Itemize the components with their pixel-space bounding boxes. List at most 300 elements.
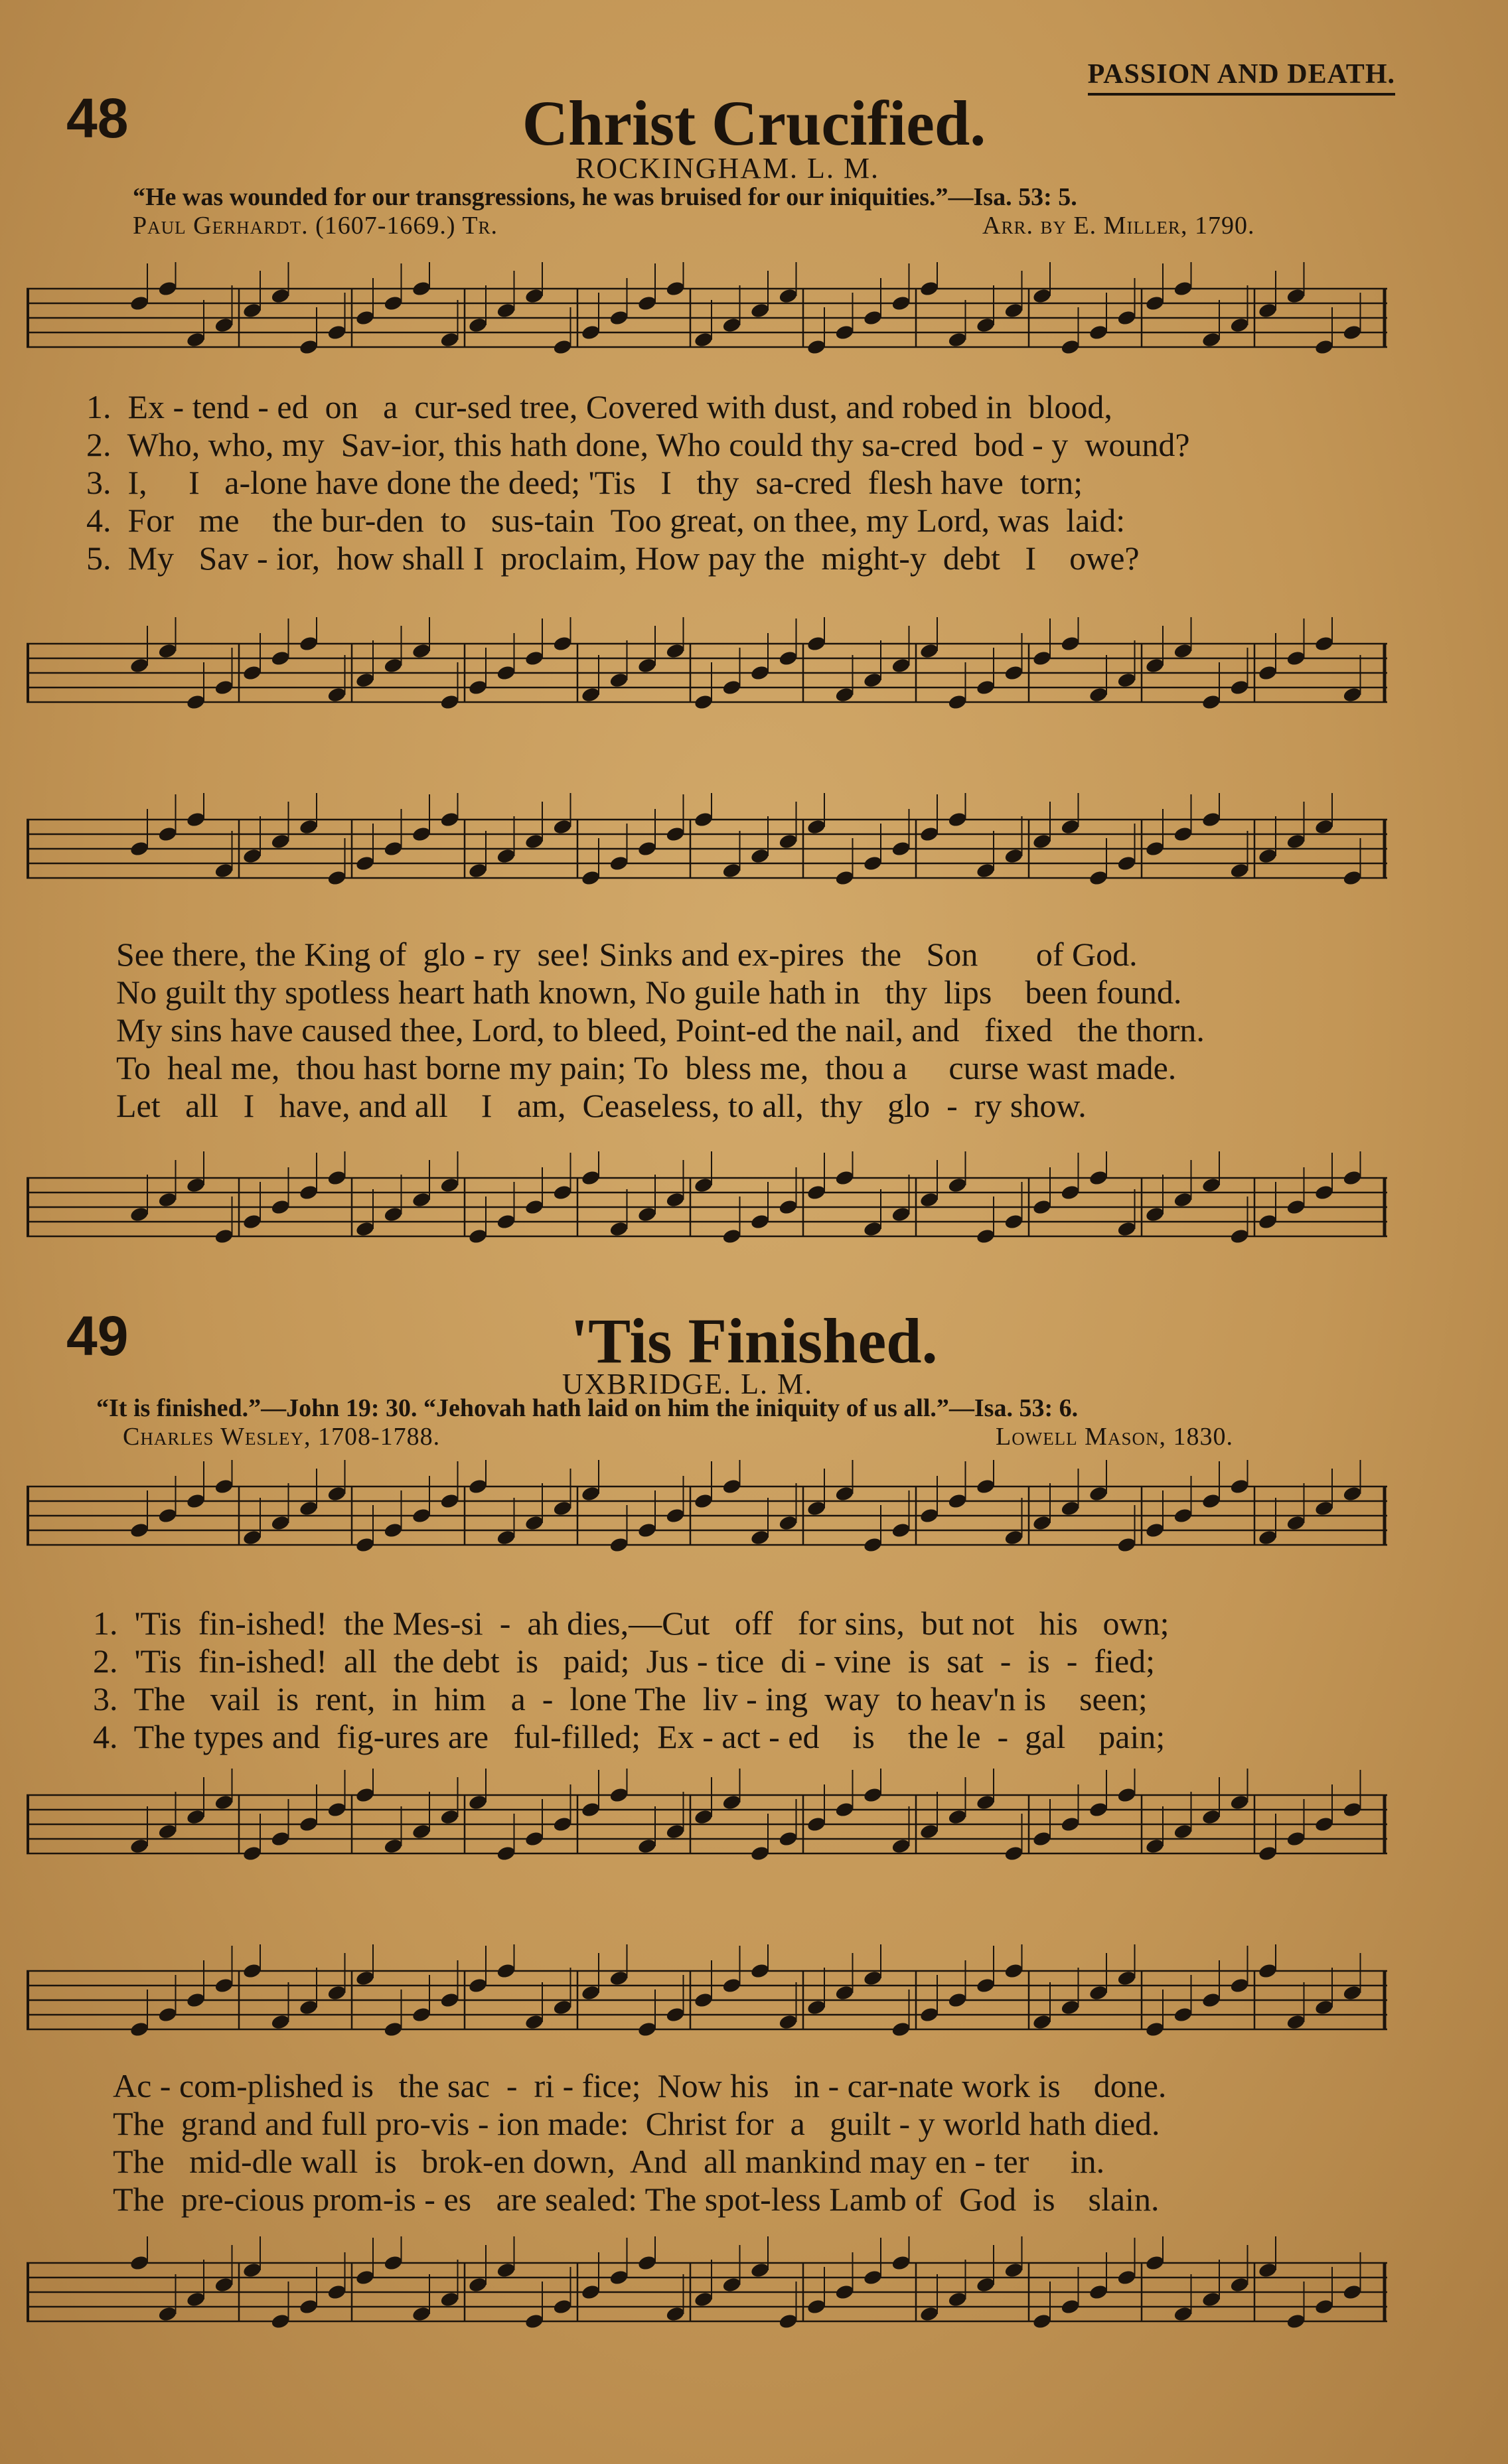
note-head	[327, 1801, 347, 1818]
note-head	[1032, 2313, 1053, 2330]
note-head	[778, 1198, 798, 1216]
note-head	[976, 1977, 996, 1994]
note-head	[327, 324, 347, 341]
note-head	[1342, 324, 1363, 341]
note-head	[439, 693, 460, 711]
note-head	[581, 1984, 601, 2001]
note-head	[129, 295, 150, 312]
note-head	[947, 2291, 968, 2308]
note-head	[1286, 650, 1306, 667]
note-head	[863, 1786, 883, 1804]
note-head	[327, 869, 347, 887]
note-head	[665, 826, 686, 843]
lyrics-verses-part1	[93, 1605, 1394, 1756]
note-head	[694, 693, 714, 711]
note-head	[891, 2254, 911, 2272]
note-head	[834, 1485, 855, 1502]
note-head	[468, 1478, 489, 1495]
note-head	[1342, 1984, 1363, 2001]
verse-line: 3. I, I a-lone have done the deed; 'Tis I thy sa-cred flesh have torn;	[86, 464, 1083, 501]
note-head	[721, 679, 742, 696]
note-head	[919, 642, 940, 660]
note-head	[412, 280, 432, 297]
note-head	[806, 2298, 827, 2315]
composer-credit: Arr. by E. Miller, 1790.	[982, 212, 1255, 240]
note-head	[609, 855, 629, 872]
note-head	[439, 1808, 460, 1826]
note-head	[834, 2283, 855, 2301]
note-head	[552, 818, 573, 835]
note-head	[1145, 2254, 1166, 2272]
note-head	[524, 833, 545, 850]
note-head	[157, 1823, 178, 1840]
note-head	[1089, 1801, 1109, 1818]
note-head	[976, 1794, 996, 1811]
note-head	[863, 1536, 883, 1554]
note-head	[242, 1529, 263, 1546]
note-head	[383, 1522, 404, 1539]
note-head	[412, 826, 432, 843]
note-head	[1229, 1977, 1250, 1994]
note-head	[1032, 833, 1053, 850]
tune-name: UXBRIDGE. L. M.	[562, 1368, 814, 1400]
verse-line: The pre-cious prom-is - es are sealed: The spot-less Lamb of God is slain.	[113, 2181, 1160, 2218]
note-head	[355, 1220, 376, 1238]
note-head	[665, 642, 686, 660]
note-head	[186, 1808, 206, 1826]
note-head	[1258, 302, 1278, 319]
note-head	[694, 1492, 714, 1510]
note-head	[1201, 811, 1222, 828]
note-head	[1060, 818, 1081, 835]
note-head	[439, 1177, 460, 1194]
note-head	[947, 331, 968, 348]
note-head	[609, 1786, 629, 1804]
note-head	[186, 1992, 206, 2009]
note-head	[129, 2254, 150, 2272]
note-head	[1089, 2283, 1109, 2301]
note-head	[1173, 280, 1193, 297]
note-head	[383, 295, 404, 312]
note-head	[1229, 1794, 1250, 1811]
tune-name: ROCKINGHAM. L. M.	[575, 152, 880, 184]
note-head	[976, 679, 996, 696]
note-head	[468, 1977, 489, 1994]
note-head	[1116, 672, 1137, 689]
verse-line: 2. Who, who, my Sav-ior, this hath done, Who could thy sa-cred bod - y wound?	[86, 426, 1190, 463]
note-head	[129, 1522, 150, 1539]
note-head	[1116, 855, 1137, 872]
note-head	[1173, 1823, 1193, 1840]
music-system-bass	[27, 1769, 1387, 1888]
note-head	[157, 642, 178, 660]
note-head	[778, 1830, 798, 1848]
note-head	[186, 811, 206, 828]
note-head	[1286, 1514, 1306, 1532]
note-head	[863, 2269, 883, 2286]
note-head	[721, 2276, 742, 2293]
note-head	[834, 324, 855, 341]
note-head	[609, 2269, 629, 2286]
note-head	[1060, 338, 1081, 356]
note-head	[524, 2013, 545, 2031]
note-head	[496, 1845, 516, 1862]
note-head	[355, 855, 376, 872]
note-head	[1201, 1492, 1222, 1510]
note-head	[1145, 1838, 1166, 1855]
note-head	[552, 1184, 573, 1201]
note-head	[806, 818, 827, 835]
note-head	[412, 1191, 432, 1208]
note-head	[186, 2291, 206, 2308]
note-head	[552, 1999, 573, 2016]
lyrics-verses-part2	[116, 936, 1417, 1125]
note-head	[468, 679, 489, 696]
note-head	[383, 2254, 404, 2272]
note-head	[581, 2283, 601, 2301]
note-head	[834, 1801, 855, 1818]
note-head	[1173, 2006, 1193, 2023]
note-head	[299, 1184, 319, 1201]
note-head	[637, 2021, 658, 2038]
note-head	[214, 317, 234, 334]
note-head	[468, 862, 489, 879]
note-head	[1089, 869, 1109, 887]
note-head	[778, 2013, 798, 2031]
note-head	[412, 642, 432, 660]
note-head	[637, 1838, 658, 1855]
note-head	[1032, 1830, 1053, 1848]
note-head	[1060, 1816, 1081, 1833]
note-head	[299, 2298, 319, 2315]
note-head	[1286, 2313, 1306, 2330]
note-head	[863, 672, 883, 689]
note-head	[1258, 1845, 1278, 1862]
hymn-number: 49	[66, 1305, 129, 1367]
note-head	[947, 1492, 968, 1510]
note-head	[891, 840, 911, 857]
note-head	[891, 1206, 911, 1223]
note-head	[778, 287, 798, 305]
note-head	[891, 657, 911, 674]
music-system-treble	[27, 1944, 1387, 2064]
note-head	[863, 309, 883, 326]
note-head	[1032, 1198, 1053, 1216]
note-head	[1032, 650, 1053, 667]
music-system-bass	[27, 1151, 1387, 1271]
note-head	[694, 1177, 714, 1194]
verse-line: No guilt thy spotless heart hath known, No guile hath in thy lips been found.	[116, 974, 1182, 1011]
note-head	[750, 847, 771, 865]
note-head	[468, 1794, 489, 1811]
note-head	[1286, 2013, 1306, 2031]
note-head	[1342, 1169, 1363, 1187]
music-system-treble	[27, 262, 1387, 382]
note-head	[1314, 1999, 1335, 2016]
note-head	[270, 833, 291, 850]
note-head	[270, 2013, 291, 2031]
note-head	[1173, 2305, 1193, 2323]
note-head	[412, 2006, 432, 2023]
note-head	[214, 1794, 234, 1811]
verse-line: 1. Ex - tend - ed on a cur-sed tree, Covered with dust, and robed in blood,	[86, 388, 1112, 425]
verse-line: Let all I have, and all I am, Ceaseless, to all, thy glo - ry show.	[116, 1087, 1087, 1124]
note-head	[806, 1999, 827, 2016]
note-head	[806, 1816, 827, 1833]
note-head	[834, 686, 855, 703]
note-head	[552, 1816, 573, 1833]
note-head	[1342, 1485, 1363, 1502]
note-head	[157, 2305, 178, 2323]
scripture-reference: “He was wounded for our transgressions, he was bruised for our iniquities.”—Isa. 53: 5.	[133, 183, 1077, 211]
hymn-number: 48	[66, 87, 129, 149]
note-head	[1258, 2262, 1278, 2279]
note-head	[1342, 686, 1363, 703]
note-head	[806, 1500, 827, 1517]
note-head	[637, 1206, 658, 1223]
music-system-treble	[27, 1460, 1387, 1579]
scripture-reference: “It is finished.”—John 19: 30. “Jehovah hath laid on him the iniquity of us all.”—Isa. 53: 6.	[96, 1394, 1079, 1422]
note-head	[524, 1830, 545, 1848]
note-head	[524, 1514, 545, 1532]
note-head	[355, 672, 376, 689]
note-head	[299, 1500, 319, 1517]
section-header: PASSION AND DEATH.	[1088, 58, 1395, 96]
music-system-bass	[27, 2236, 1387, 2356]
note-head	[1060, 1184, 1081, 1201]
note-head	[270, 650, 291, 667]
note-head	[242, 847, 263, 865]
note-head	[439, 811, 460, 828]
note-head	[637, 1522, 658, 1539]
note-head	[750, 302, 771, 319]
note-head	[552, 338, 573, 356]
note-head	[609, 1220, 629, 1238]
note-head	[750, 2262, 771, 2279]
note-head	[186, 1177, 206, 1194]
note-head	[496, 302, 516, 319]
note-head	[552, 635, 573, 652]
note-head	[1229, 2276, 1250, 2293]
note-head	[947, 1992, 968, 2009]
note-head	[1286, 287, 1306, 305]
note-head	[214, 679, 234, 696]
note-head	[242, 1213, 263, 1230]
note-head	[439, 1492, 460, 1510]
verse-line: Ac - com-plished is the sac - ri - fice; Now his in - car-nate work is done.	[113, 2067, 1167, 2104]
note-head	[1032, 287, 1053, 305]
note-head	[834, 1984, 855, 2001]
note-head	[327, 1169, 347, 1187]
note-head	[355, 1970, 376, 1987]
note-head	[327, 686, 347, 703]
note-head	[327, 1485, 347, 1502]
note-head	[1314, 2298, 1335, 2315]
lyrics-verses-part1	[86, 388, 1387, 577]
note-head	[129, 1206, 150, 1223]
verse-line: See there, the King of glo - ry see! Sinks and ex-pires the Son of God.	[116, 936, 1138, 973]
note-head	[806, 338, 827, 356]
note-head	[1286, 1830, 1306, 1848]
note-head	[665, 2305, 686, 2323]
note-head	[383, 1206, 404, 1223]
note-head	[1116, 1970, 1137, 1987]
note-head	[383, 840, 404, 857]
note-head	[129, 840, 150, 857]
note-head	[750, 1213, 771, 1230]
note-head	[157, 1507, 178, 1524]
note-head	[1258, 1213, 1278, 1230]
note-head	[468, 1228, 489, 1245]
note-head	[383, 1838, 404, 1855]
note-head	[1342, 2283, 1363, 2301]
note-head	[1060, 1500, 1081, 1517]
note-head	[581, 869, 601, 887]
note-head	[299, 1816, 319, 1833]
note-head	[806, 635, 827, 652]
note-head	[863, 1220, 883, 1238]
note-head	[609, 309, 629, 326]
note-head	[750, 1962, 771, 1980]
note-head	[976, 2276, 996, 2293]
note-head	[694, 331, 714, 348]
note-head	[355, 1786, 376, 1804]
note-head	[778, 833, 798, 850]
note-head	[129, 657, 150, 674]
note-head	[524, 2313, 545, 2330]
music-system-bass	[27, 617, 1387, 737]
note-head	[1116, 309, 1137, 326]
note-head	[609, 1970, 629, 1987]
note-head	[1201, 693, 1222, 711]
note-head	[383, 2021, 404, 2038]
note-head	[1032, 1514, 1053, 1532]
note-head	[1004, 1962, 1024, 1980]
note-head	[1173, 1507, 1193, 1524]
note-head	[1089, 1485, 1109, 1502]
note-head	[1089, 1169, 1109, 1187]
note-head	[186, 693, 206, 711]
note-head	[1116, 1220, 1137, 1238]
note-head	[496, 1213, 516, 1230]
note-head	[947, 811, 968, 828]
note-head	[242, 1845, 263, 1862]
note-head	[1004, 2262, 1024, 2279]
note-head	[524, 650, 545, 667]
verse-line: The mid-dle wall is brok-en down, And all mankind may en - ter in.	[113, 2143, 1105, 2180]
verse-line: 1. 'Tis fin-ished! the Mes-si - ah dies,—Cut off for sins, but not his own;	[93, 1605, 1169, 1642]
note-head	[834, 1169, 855, 1187]
verse-line: 4. The types and fig-ures are ful-filled; Ex - act - ed is the le - gal pain;	[93, 1718, 1166, 1755]
note-head	[129, 1838, 150, 1855]
note-head	[1229, 317, 1250, 334]
note-head	[665, 1507, 686, 1524]
note-head	[496, 664, 516, 682]
note-head	[891, 1522, 911, 1539]
note-head	[1032, 2013, 1053, 2031]
note-head	[1314, 338, 1335, 356]
note-head	[750, 1845, 771, 1862]
note-head	[1258, 1962, 1278, 1980]
note-head	[694, 811, 714, 828]
note-head	[750, 1529, 771, 1546]
note-head	[891, 1838, 911, 1855]
note-head	[694, 1808, 714, 1826]
note-head	[1060, 2298, 1081, 2315]
note-head	[270, 287, 291, 305]
note-head	[637, 657, 658, 674]
note-head	[1229, 862, 1250, 879]
note-head	[1314, 1500, 1335, 1517]
note-head	[1201, 1177, 1222, 1194]
note-head	[157, 280, 178, 297]
note-head	[1258, 664, 1278, 682]
note-head	[552, 2298, 573, 2315]
note-head	[1258, 847, 1278, 865]
composer-credit: Lowell Mason, 1830.	[996, 1423, 1233, 1451]
note-head	[1004, 1845, 1024, 1862]
note-head	[1004, 302, 1024, 319]
note-head	[637, 2254, 658, 2272]
note-head	[157, 1191, 178, 1208]
note-head	[1004, 664, 1024, 682]
note-head	[186, 331, 206, 348]
note-head	[439, 1992, 460, 2009]
note-head	[1116, 1786, 1137, 1804]
note-head	[383, 657, 404, 674]
note-head	[778, 1514, 798, 1532]
note-head	[327, 1984, 347, 2001]
note-head	[721, 1228, 742, 1245]
verse-line: 4. For me the bur-den to sus-tain Too great, on thee, my Lord, was laid:	[86, 502, 1126, 539]
note-head	[412, 1823, 432, 1840]
note-head	[468, 2276, 489, 2293]
note-head	[1173, 826, 1193, 843]
note-head	[157, 2006, 178, 2023]
verse-line: 5. My Sav - ior, how shall I proclaim, How pay the might-y debt I owe?	[86, 540, 1140, 577]
note-head	[891, 2021, 911, 2038]
note-head	[299, 635, 319, 652]
note-head	[834, 869, 855, 887]
note-head	[665, 1191, 686, 1208]
verse-line: 3. The vail is rent, in him a - lone The liv - ing way to heav'n is seen;	[93, 1680, 1148, 1717]
note-head	[299, 818, 319, 835]
note-head	[581, 324, 601, 341]
note-head	[665, 280, 686, 297]
note-head	[665, 1823, 686, 1840]
note-head	[242, 664, 263, 682]
note-head	[637, 840, 658, 857]
verse-line: My sins have caused thee, Lord, to bleed, Point-ed the nail, and fixed the thorn.	[116, 1011, 1205, 1049]
note-head	[1201, 1808, 1222, 1826]
note-head	[581, 686, 601, 703]
note-head	[1201, 1992, 1222, 2009]
author-credit: Paul Gerhardt. (1607-1669.) Tr.	[133, 212, 498, 240]
note-head	[778, 650, 798, 667]
note-head	[1173, 642, 1193, 660]
note-head	[1145, 840, 1166, 857]
verse-line: To heal me, thou hast borne my pain; To bless me, thou a curse wast made.	[116, 1049, 1177, 1086]
lyrics-verses-part2	[113, 2067, 1414, 2218]
note-head	[299, 1999, 319, 2016]
note-head	[1286, 1198, 1306, 1216]
note-head	[1004, 847, 1024, 865]
note-head	[327, 2283, 347, 2301]
note-head	[1116, 2269, 1137, 2286]
note-head	[355, 1536, 376, 1554]
note-head	[468, 317, 489, 334]
note-head	[1229, 1228, 1250, 1245]
